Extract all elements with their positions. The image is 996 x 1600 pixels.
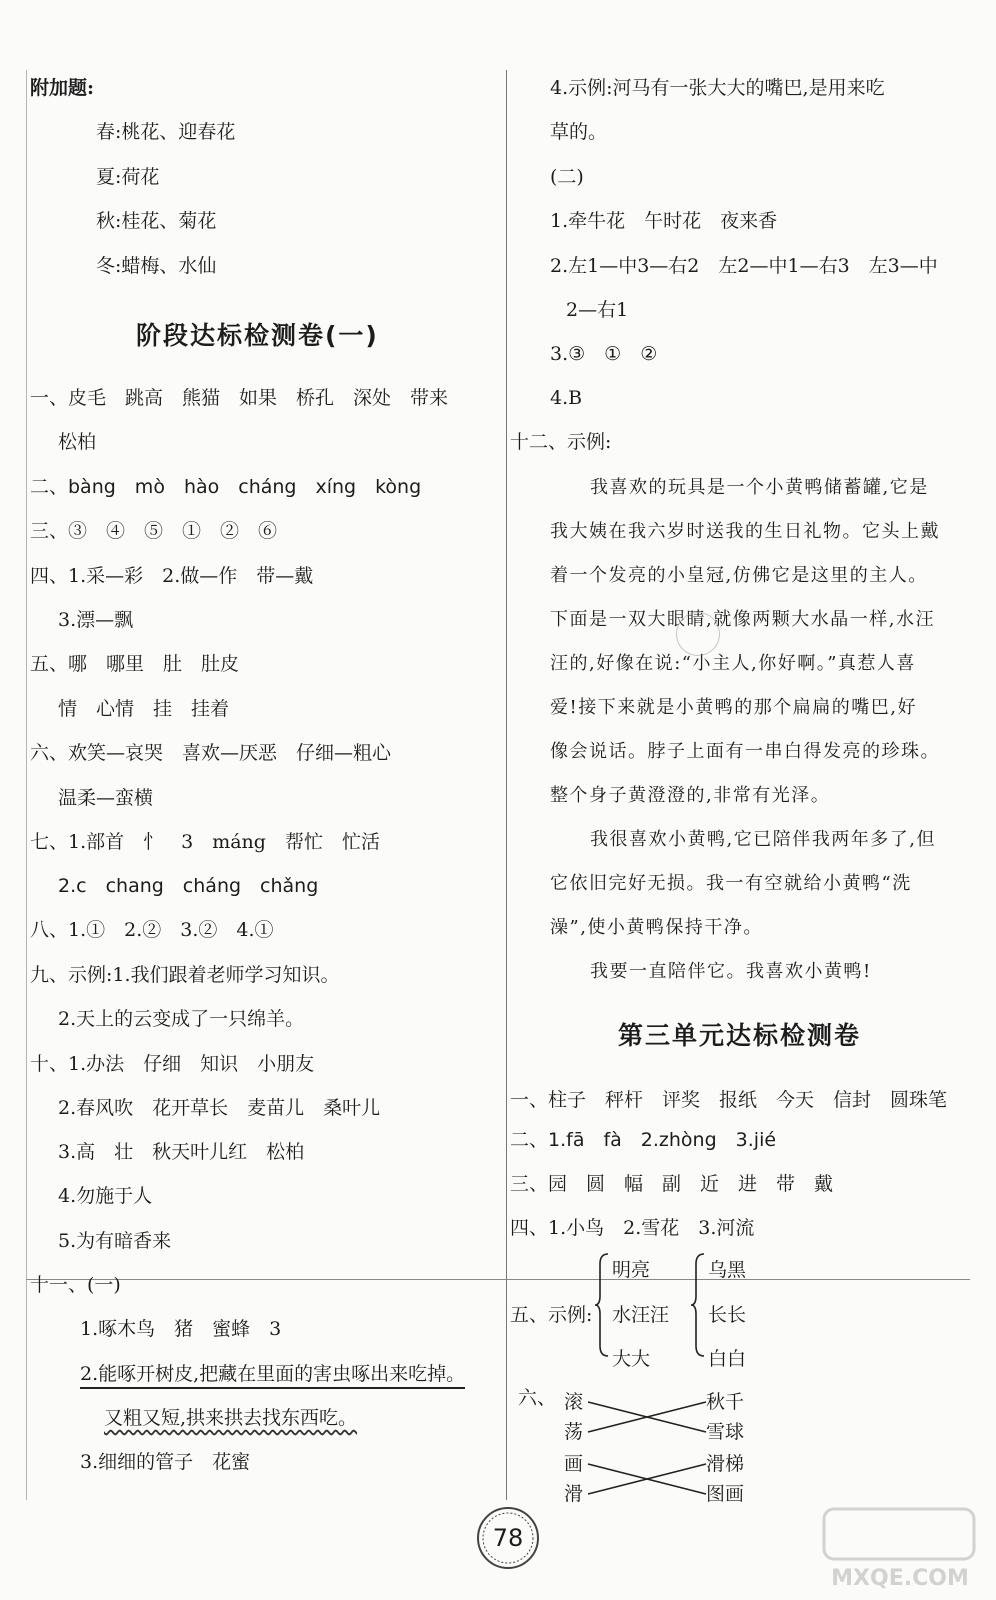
svg-text:MXQE.COM: MXQE.COM [831, 1566, 969, 1591]
q5-left-word: 水汪汪 [612, 1304, 670, 1326]
underlined-answer: 2.能啄开树皮,把藏在里面的害虫啄出来吃掉。 [80, 1363, 465, 1389]
q5-left-word: 明亮 [612, 1259, 651, 1281]
essay-line: 像会说话。脖子上面有一串白得发亮的珍珠。 [550, 741, 940, 762]
answer-line: 二、1.fā fà 2.zhòng 3.jié [510, 1129, 777, 1151]
horizontal-divider [26, 1279, 970, 1280]
essay-line: 整个身子黄澄澄的,非常有光泽。 [550, 785, 831, 806]
q6-right-word: 秋千 [706, 1391, 745, 1413]
answer-line: 三、③ ④ ⑤ ① ② ⑥ [30, 520, 278, 542]
answer-line: 3.高 壮 秋天叶儿红 松柏 [58, 1141, 305, 1163]
fujia-heading: 附加题: [30, 77, 95, 99]
q6-right-word: 图画 [706, 1483, 745, 1505]
answer-line: 草的。 [550, 121, 608, 143]
answer-line: 2.左1—中3—右2 左2—中1—右3 左3—中 [550, 255, 938, 277]
wavy-underlined-answer: 又粗又短,拱来拱去找东西吃。 [104, 1407, 358, 1429]
answer-line: 3.漂—飘 [58, 609, 134, 631]
essay-line: 汪的,好像在说:“小主人,你好啊。”真惹人喜 [550, 653, 916, 674]
essay-line: 澡”,使小黄鸭保持干净。 [550, 917, 763, 938]
faint-stamp [676, 612, 720, 656]
answer-line: 温柔—蛮横 [58, 787, 154, 809]
left-margin-line [26, 70, 27, 1500]
answer-line: 四、1.采—彩 2.做—作 带—戴 [30, 565, 314, 587]
q6-matching-lines [586, 1392, 710, 1502]
answer-line: 2—右1 [566, 299, 629, 321]
essay-line: 着一个发亮的小皇冠,仿佛它是这里的主人。 [550, 565, 928, 586]
answer-line-wavy [104, 1406, 357, 1430]
essay-line: 我大姨在我六岁时送我的生日礼物。它头上戴 [550, 521, 940, 542]
page-number-badge [475, 1505, 541, 1571]
q5-right-word: 长长 [708, 1304, 747, 1326]
answer-line: 4.勿施于人 [58, 1185, 153, 1207]
answer-line: 4.示例:河马有一张大大的嘴巴,是用来吃 [550, 77, 885, 99]
fujia-item: 春:桃花、迎春花 [96, 121, 236, 143]
answer-line: 1.牵牛花 午时花 夜来香 [550, 210, 778, 232]
q5-label: 五、示例: [510, 1304, 593, 1326]
answer-line: 5.为有暗香来 [58, 1230, 172, 1252]
answer-line: 十一、(一) [30, 1274, 121, 1296]
section-title-stage-test-1: 阶段达标检测卷(一) [136, 321, 379, 350]
answer-line: 2.c chang cháng chǎng [58, 875, 319, 897]
answer-line: 2.春风吹 花开草长 麦苗儿 桑叶儿 [58, 1097, 381, 1119]
essay-line: 下面是一双大眼睛,就像两颗大水晶一样,水汪 [550, 609, 935, 630]
essay-line: 我喜欢的玩具是一个小黄鸭储蓄罐,它是 [590, 477, 929, 498]
q6-left-word: 荡 [564, 1421, 584, 1443]
q5-right-brace [690, 1250, 706, 1360]
essay-line: 我要一直陪伴它。我喜欢小黄鸭! [590, 961, 872, 982]
q5-left-brace [594, 1250, 610, 1360]
q6-label: 六、 [518, 1387, 557, 1409]
answer-line: 五、哪 哪里 肚 肚皮 [30, 653, 240, 675]
answer-line: 3.③ ① ② [550, 343, 658, 365]
answer-line: (二) [550, 166, 584, 188]
answer-line: 情 心情 挂 挂着 [58, 698, 230, 720]
answer-line: 二、bàng mò hào cháng xíng kòng [30, 476, 422, 498]
answer-line: 1.啄木鸟 猪 蜜蜂 3 [80, 1318, 282, 1340]
answer-line: 三、园 圆 幅 副 近 进 带 戴 [510, 1173, 834, 1195]
essay-line: 它依旧完好无损。我一有空就给小黄鸭“洗 [550, 873, 912, 894]
answer-line: 4.B [550, 387, 583, 409]
q6-left-word: 画 [564, 1453, 584, 1475]
q6-left-word: 滚 [564, 1391, 584, 1413]
q5-left-word: 大大 [612, 1348, 651, 1370]
answer-line: 一、柱子 秤杆 评奖 报纸 今天 信封 圆珠笔 [510, 1089, 948, 1111]
essay-line: 爱!接下来就是小黄鸭的那个扁扁的嘴巴,好 [550, 697, 917, 718]
fujia-item: 夏:荷花 [96, 166, 160, 188]
answer-line: 十、1.办法 仔细 知识 小朋友 [30, 1053, 315, 1075]
column-divider [506, 70, 507, 1500]
answer-line: 七、1.部首 忄 3 máng 帮忙 忙活 [30, 831, 380, 853]
watermark-logo [820, 1505, 980, 1595]
section-title-unit3-test: 第三单元达标检测卷 [618, 1021, 862, 1050]
answer-line: 3.细细的管子 花蜜 [80, 1451, 251, 1473]
fujia-item: 冬:蜡梅、水仙 [96, 255, 217, 277]
q5-right-word: 白白 [708, 1348, 747, 1370]
q6-left-word: 滑 [564, 1483, 584, 1505]
answer-line: 2.天上的云变成了一只绵羊。 [58, 1008, 305, 1030]
answer-line: 八、1.① 2.② 3.② 4.① [30, 919, 274, 941]
q5-right-word: 乌黑 [708, 1259, 747, 1281]
answer-line: 九、示例:1.我们跟着老师学习知识。 [30, 964, 340, 986]
answer-line-underlined [80, 1362, 465, 1386]
answer-line: 十二、示例: [510, 431, 612, 453]
answer-line: 六、欢笑—哀哭 喜欢—厌恶 仔细—粗心 [30, 742, 392, 764]
fujia-item: 秋:桂花、菊花 [96, 210, 217, 232]
page-number: 78 [492, 1524, 524, 1552]
essay-line: 我很喜欢小黄鸭,它已陪伴我两年多了,但 [590, 829, 936, 850]
answer-line: 四、1.小鸟 2.雪花 3.河流 [510, 1217, 755, 1239]
answer-line: 松柏 [58, 431, 97, 453]
answer-line: 一、皮毛 跳高 熊猫 如果 桥孔 深处 带来 [30, 387, 449, 409]
q6-right-word: 滑梯 [706, 1453, 745, 1475]
q6-right-word: 雪球 [706, 1421, 745, 1443]
